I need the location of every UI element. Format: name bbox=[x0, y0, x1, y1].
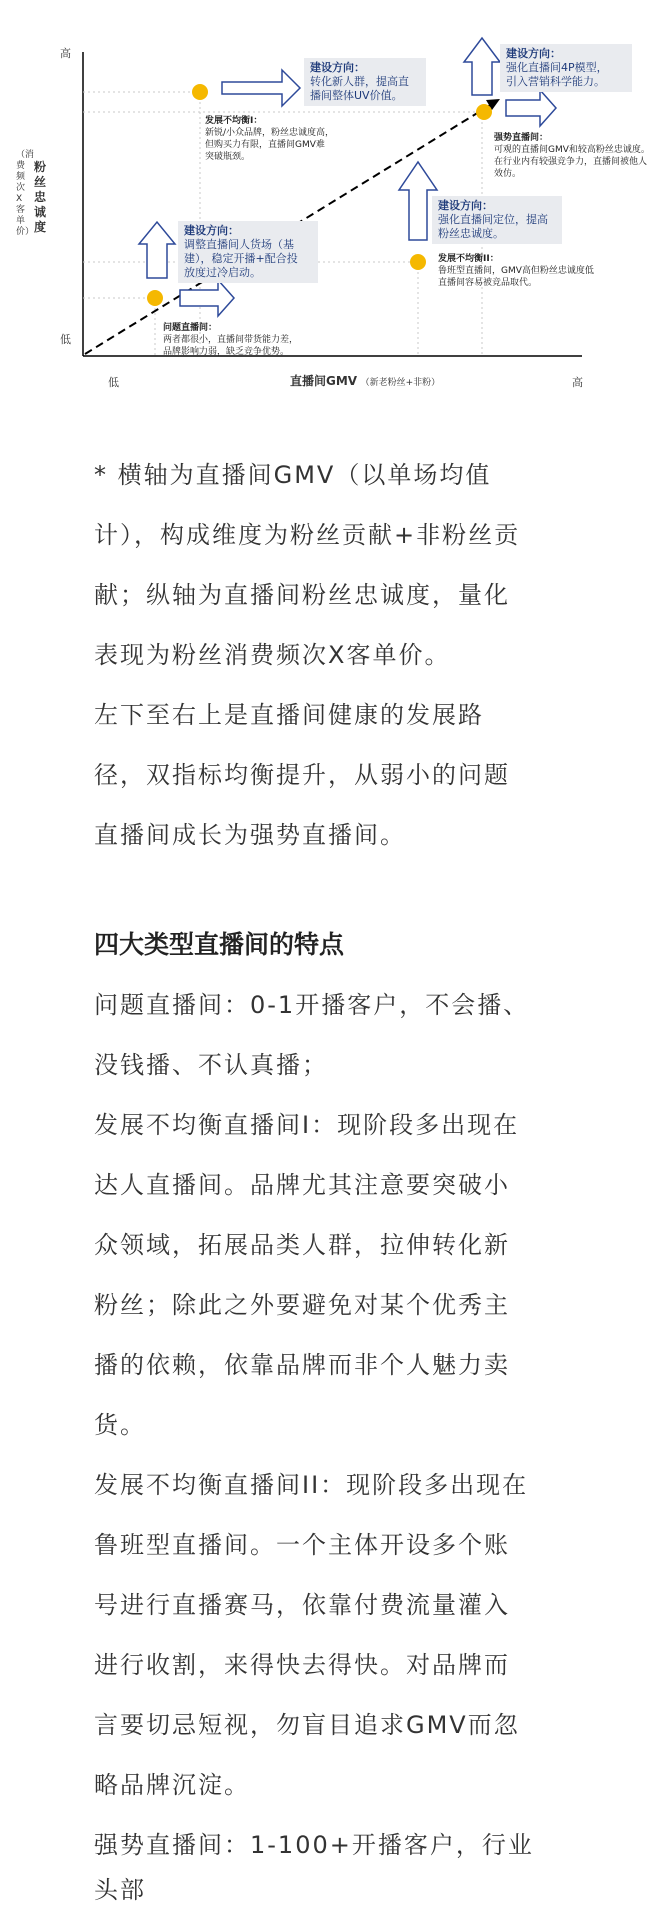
x-axis-title-row bbox=[290, 374, 440, 390]
path-line: 直播间成长为强势直播间。 bbox=[94, 821, 406, 849]
body-line: 粉丝；除此之外要避免对某个优秀主 bbox=[94, 1291, 510, 1319]
body-line: 发展不均衡直播间I：现阶段多出现在 bbox=[94, 1111, 520, 1139]
y-axis-subtitle: （消费频次X客单价） bbox=[16, 150, 35, 237]
unbalanced1-advice-box bbox=[304, 58, 426, 106]
strong-dot bbox=[476, 104, 492, 120]
unbalanced1-dot bbox=[192, 84, 208, 100]
problem-desc-line: 两者都很小，直播间带货能力差， bbox=[163, 335, 299, 345]
unbalanced1-desc-line: 突破瓶颈。 bbox=[205, 152, 251, 162]
problem-up-arrow-icon bbox=[139, 222, 175, 278]
problem-right-arrow-icon bbox=[180, 280, 234, 316]
y-high-label: 高 bbox=[60, 47, 71, 60]
unbalanced2-advice-box bbox=[432, 196, 562, 244]
advice-line: 播间整体UV价值。 bbox=[310, 89, 403, 102]
strong-stage-name: 强势直播间： bbox=[494, 133, 549, 143]
path-line: 左下至右上是直播间健康的发展路 bbox=[94, 701, 484, 729]
unbalanced2-stage-desc bbox=[438, 253, 608, 289]
x-low-label: 低 bbox=[108, 376, 119, 389]
body-line: 达人直播间。品牌尤其注意要突破小 bbox=[94, 1171, 510, 1199]
advice-title: 建设方向： bbox=[506, 47, 561, 60]
body-line: 没钱播、不认真播； bbox=[94, 1051, 328, 1079]
note-line: 表现为粉丝消费频次X客单价。 bbox=[94, 641, 451, 669]
advice-line: 粉丝忠诚度。 bbox=[438, 227, 504, 240]
strong-stage-desc bbox=[494, 132, 650, 180]
development-path-diagram bbox=[0, 0, 652, 400]
unbalanced1-desc-line: 但购买力有限，直播间GMV难 bbox=[205, 140, 325, 150]
unbalanced2-stage-name: 发展不均衡II： bbox=[438, 254, 499, 264]
unbalanced2-desc-line: 直播间容易被竞品取代。 bbox=[438, 278, 538, 288]
problem-advice-box bbox=[178, 221, 318, 283]
note-line: 献；纵轴为直播间粉丝忠诚度，量化 bbox=[94, 581, 510, 609]
path-line: 径，双指标均衡提升，从弱小的问题 bbox=[94, 761, 510, 789]
unbalanced1-stage-name: 发展不均衡I： bbox=[205, 116, 263, 126]
body-line: 问题直播间：0-1开播客户，不会播、 bbox=[94, 991, 530, 1019]
strong-right-arrow-icon bbox=[506, 90, 556, 126]
advice-title: 建设方向： bbox=[184, 224, 239, 237]
advice-line: 放度过冷启动。 bbox=[184, 266, 261, 279]
unbalanced2-desc-line: 鲁班型直播间，GMV高但粉丝忠诚度低 bbox=[438, 266, 594, 276]
x-axis-subtitle: （新老粉丝+非粉） bbox=[360, 378, 441, 388]
y-axis-title: 粉丝忠诚度 bbox=[34, 160, 47, 234]
body-line: 进行收割，来得快去得快。对品牌而 bbox=[94, 1651, 510, 1679]
body-line: 货。 bbox=[94, 1411, 146, 1439]
advice-line: 建），稳定开播+配合投 bbox=[184, 252, 298, 265]
unbalanced1-desc-line: 新锐/小众品牌，粉丝忠诚度高， bbox=[205, 128, 335, 138]
problem-stage-desc bbox=[163, 322, 323, 358]
strong-advice-box bbox=[500, 44, 632, 92]
body-line: 播的依赖，依靠品牌而非个人魅力卖 bbox=[94, 1351, 510, 1379]
note-line: 计），构成维度为粉丝贡献+非粉丝贡 bbox=[94, 521, 521, 549]
advice-line: 调整直播间人货场（基 bbox=[184, 238, 294, 251]
advice-line: 强化直播间4P模型， bbox=[506, 61, 608, 74]
body-line: 众领域，拓展品类人群，拉伸转化新 bbox=[94, 1231, 510, 1259]
body-line: 发展不均衡直播间II：现阶段多出现在 bbox=[94, 1471, 529, 1499]
advice-title: 建设方向： bbox=[438, 199, 493, 212]
problem-stage-name: 问题直播间： bbox=[163, 323, 218, 333]
body-line: 言要切忌短视，勿盲目追求GMV而忽 bbox=[94, 1711, 520, 1739]
x-high-label: 高 bbox=[572, 376, 583, 389]
advice-line: 转化新人群，提高直 bbox=[310, 75, 409, 88]
body-line: 鲁班型直播间。一个主体开设多个账 bbox=[94, 1531, 510, 1559]
section-heading: 四大类型直播间的特点 bbox=[94, 930, 345, 959]
problem-dot bbox=[147, 290, 163, 306]
problem-desc-line: 品牌影响力弱，缺乏竞争优势。 bbox=[163, 347, 290, 357]
y-low-label: 低 bbox=[60, 333, 71, 346]
unbalanced1-stage-desc bbox=[205, 115, 355, 163]
advice-title: 建设方向： bbox=[310, 61, 365, 74]
advice-line: 引入营销科学能力。 bbox=[506, 75, 605, 88]
unbalanced1-right-arrow-icon bbox=[222, 70, 300, 106]
advice-line: 强化直播间定位，提高 bbox=[438, 213, 548, 226]
note-line: * 横轴为直播间GMV（以单场均值 bbox=[94, 461, 492, 489]
body-line: 号进行直播赛马，依靠付费流量灌入 bbox=[94, 1591, 510, 1619]
body-line: 略品牌沉淀。 bbox=[94, 1771, 250, 1799]
body-line: 强势直播间：1-100+开播客户，行业 bbox=[94, 1831, 534, 1859]
strong-desc-line: 可观的直播间GMV和较高粉丝忠诚度。 bbox=[494, 145, 650, 155]
strong-desc-line: 在行业内有较强竞争力，直播间被他人 bbox=[494, 157, 648, 167]
strong-up-arrow-icon bbox=[464, 38, 500, 95]
unbalanced2-dot bbox=[410, 254, 426, 270]
body-line: 头部 bbox=[94, 1876, 146, 1904]
x-axis-title: 直播间GMV bbox=[290, 374, 358, 388]
strong-desc-line: 效仿。 bbox=[494, 169, 522, 179]
